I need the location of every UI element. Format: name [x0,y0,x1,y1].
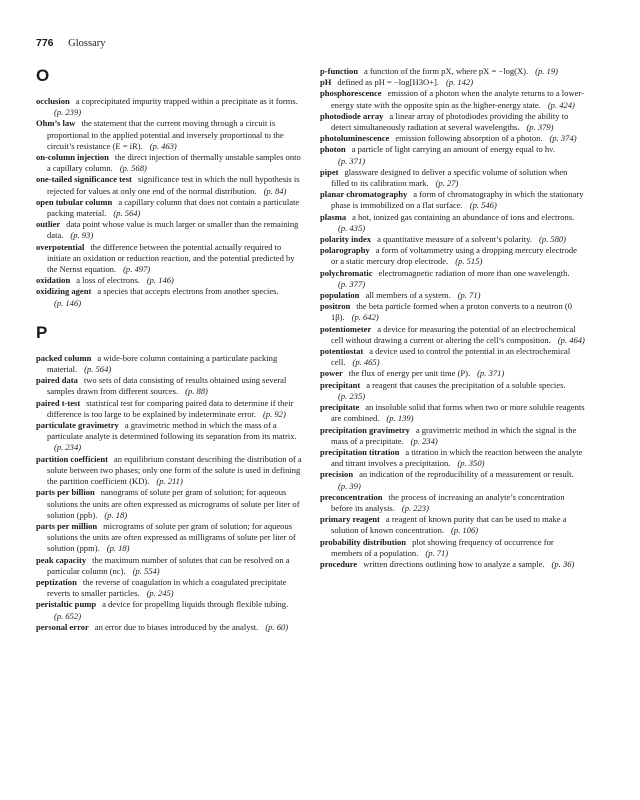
glossary-term: precipitate [320,402,360,413]
glossary-term: peristaltic pump [36,599,97,610]
glossary-term: particulate gravimetry [36,420,119,431]
glossary-entry [320,290,586,301]
running-title: Glossary [68,38,106,49]
page-reference: (p. 60) [265,621,289,632]
page-reference: (p. 497) [123,264,151,275]
page-reference: (p. 239) [54,107,82,118]
glossary-term: oxidation [36,275,71,286]
glossary-definition: a device for propelling liquids through flexible tubing. [102,599,289,610]
glossary-definition: significance test in which the null hypothesis is rejected for values at only one end of the normal distribution. [47,174,300,196]
glossary-definition: a loss of electrons. [76,275,140,286]
glossary-term: overpotential [36,241,85,252]
glossary-term: potentiostat [320,346,364,357]
glossary-term: planar chromatography [320,189,408,200]
glossary-definition: a hot, ionized gas containing an abundance of ions and electrons. [352,211,575,222]
page-reference: (p. 142) [445,77,474,88]
glossary-term: polarity index [320,234,372,245]
page-reference: (p. 580) [538,234,567,245]
section-letter-o: O [36,66,50,85]
glossary-entry [320,346,586,368]
glossary-entry [320,537,586,559]
glossary-term: occlusion [36,96,70,106]
glossary-entry [320,301,586,323]
glossary-definition: written directions outlining how to analyze a sample. [363,558,545,569]
glossary-entry [320,167,586,189]
glossary-definition: a device used to control the potential in an electrochemical cell. [331,346,571,368]
glossary-definition: two sets of data consisting of results obtained using several samples drawn from different sources. [47,375,287,397]
glossary-entry [36,577,302,599]
page-header [36,37,106,49]
glossary-term: personal error [36,621,89,632]
glossary-term: peptization [36,576,77,587]
glossary-entry [36,599,302,621]
glossary-term: precipitation titration [320,446,400,457]
page-reference: (p. 234) [54,442,82,453]
glossary-definition: the reverse of coagulation in which a coagulated precipitate reverts to smaller particles. [47,576,287,599]
glossary-term: procedure [320,558,358,569]
page-reference: (p. 235) [338,390,366,401]
page-reference: (p. 564) [84,364,112,375]
glossary-term: oxidizing agent [36,286,92,297]
glossary-term: outlier [36,219,61,230]
page-reference: (p. 379) [526,122,554,133]
page-reference: (p. 350) [457,458,485,469]
glossary-term: plasma [320,211,347,222]
glossary-definition: a particle of light carrying an amount of energy equal to hν. [351,144,556,155]
glossary-term: pH [320,77,332,88]
glossary-entry [36,487,302,521]
glossary-entry [320,559,586,570]
page-reference: (p. 39) [338,480,361,491]
glossary-entry [320,492,586,514]
glossary-term: Ohm’s law [36,118,76,129]
page-reference: (p. 568) [119,163,147,174]
page-reference: (p. 546) [469,200,497,211]
page-reference: (p. 465) [352,357,380,368]
glossary-definition: the flux of energy per unit time (P). [348,368,471,379]
glossary-entry [36,398,302,420]
glossary-entry [36,152,302,174]
glossary-entry [320,368,586,379]
glossary-definition: an equilibrium constant describing the distribution of a solute between two phases; only one form of the solute is used in defining the partition coefficient (KD). [47,453,302,487]
glossary-entry [36,420,302,454]
glossary-entry [320,144,586,166]
glossary-term: paired data [36,375,78,386]
glossary-term: positron [320,301,351,312]
page-reference: (p. 36) [551,558,575,569]
page-reference: (p. 223) [401,502,429,513]
glossary-definition: the difference between the potential actually required to initiate an oxidation or reduction reaction, and the potential predicted by the Nernst equation. [47,241,295,275]
glossary-entry [320,469,586,491]
page-reference: (p. 652) [54,610,82,621]
page-reference: (p. 139) [386,413,414,424]
glossary-entry [36,96,302,118]
glossary-definition: a form of voltammetry using a dropping mercury electrode or a static mercury drop electrode. [331,245,577,267]
page-reference: (p. 92) [263,408,286,419]
glossary-definition: a reagent that causes the precipitation of a soluble species. [366,379,566,390]
glossary-term: population [320,290,360,301]
page-reference: (p. 93) [70,230,94,241]
glossary-definition: a gravimetric method in which the mass of a particulate analyte is determined following its separation from its matrix. [47,420,297,442]
glossary-term: polychromatic [320,267,373,278]
glossary-entry [320,234,586,245]
glossary-entry [36,286,302,308]
glossary-term: precipitant [320,379,361,390]
page-reference: (p. 435) [338,222,366,233]
glossary-entry [36,454,302,488]
glossary-term: preconcentration [320,491,383,502]
glossary-definition: nanograms of solute per gram of solution; for aqueous solutions the units are often expressed as micrograms of solute per liter of solution (ppb). [47,487,300,520]
page-reference: (p. 19) [535,66,558,76]
page-reference: (p. 464) [557,334,585,345]
glossary-entry [320,324,586,346]
glossary-entry [36,521,302,555]
glossary-definition: a form of chromatography in which the stationary phase is immobilized on a flat surface. [331,189,584,211]
glossary-entry [320,133,586,144]
glossary-definition: defined as pH = −log[H3O+]. [337,77,439,88]
page-reference: (p. 463) [149,140,177,151]
section-o-entries [36,96,302,309]
page-reference: (p. 146) [54,297,82,308]
glossary-definition: a linear array of photodiodes providing the ability to detect simultaneously radiation at several wavelengths. [331,110,569,133]
glossary-definition: a capillary column that does not contain a particulate packing material. [47,196,300,219]
glossary-term: primary reagent [320,514,380,525]
glossary-definition: electromagnetic radiation of more than one wavelength. [378,267,570,278]
glossary-definition: a reagent of known purity that can be used to make a solution of known concentration. [331,514,567,536]
glossary-definition: an insoluble solid that forms when two or more soluble reagents are combined. [331,402,585,424]
glossary-term: p-function [320,66,358,76]
glossary-entry [320,380,586,402]
glossary-entry [320,77,586,88]
glossary-term: precision [320,469,354,480]
glossary-entry [320,402,586,424]
section-p-entries-right [320,66,586,570]
glossary-term: paired t-test [36,397,81,408]
glossary-term: pipet [320,166,339,177]
glossary-term: polarography [320,245,370,256]
page-reference: (p. 245) [146,588,174,599]
glossary-definition: a quantitative measure of a solvent’s polarity. [377,234,532,245]
glossary-entry [36,555,302,577]
glossary-entry [36,174,302,196]
page-reference: (p. 18) [104,509,128,520]
page-reference: (p. 234) [410,435,438,446]
glossary-term: on-column injection [36,152,109,163]
glossary-entry [320,425,586,447]
glossary-definition: glassware designed to deliver a specific volume of solution when filled to its calibration mark. [331,166,568,189]
glossary-definition: data point whose value is much larger or smaller than the remaining data. [47,219,299,241]
glossary-definition: a function of the form pX, where pX = −log(X). [364,66,529,76]
glossary-definition: all members of a system. [365,290,451,301]
glossary-term: parts per billion [36,487,95,498]
glossary-definition: a device for measuring the potential of an electrochemical cell without drawing a current or altering the cell’s composition. [331,323,576,345]
glossary-term: packed column [36,352,92,363]
glossary-definition: an indication of the reproducibility of a measurement or result. [359,469,574,480]
left-column [36,66,302,633]
page-reference: (p. 564) [113,208,141,219]
page-number: 776 [36,37,54,49]
page-reference: (p. 18) [106,543,130,554]
page-reference: (p. 84) [263,185,287,196]
glossary-entry [320,66,586,77]
glossary-entry [320,268,586,290]
glossary-definition: the process of increasing an analyte’s concentration before its analysis. [331,491,565,513]
glossary-definition: statistical test for comparing paired data to determine if their difference is too large to be explained by indeterminate error. [47,397,294,419]
page-reference: (p. 371) [338,155,366,166]
glossary-entry [36,275,302,286]
page-reference: (p. 371) [477,368,505,379]
glossary-entry [320,212,586,234]
glossary-entry [36,118,302,152]
glossary-entry [320,245,586,267]
page-reference: (p. 146) [146,275,174,286]
page-reference: (p. 377) [338,278,366,289]
glossary-term: photoluminescence [320,133,390,144]
glossary-definition: the maximum number of solutes that can be resolved on a particular column (nc). [47,554,290,576]
page-reference: (p. 88) [185,386,208,397]
section-p-entries-left [36,353,302,633]
glossary-definition: an error due to biases introduced by the analyst. [94,621,259,632]
glossary-definition: a wide-bore column containing a particulate packing material. [47,352,278,375]
glossary-entry [36,353,302,375]
glossary-term: potentiometer [320,323,372,334]
page-reference: (p. 554) [132,565,160,576]
glossary-entry [320,88,586,110]
glossary-term: parts per million [36,520,98,531]
page-reference: (p. 211) [156,476,183,487]
glossary-entry [36,219,302,241]
glossary-term: photon [320,144,346,155]
right-column [320,66,586,570]
glossary-definition: emission following absorption of a photon. [395,133,543,144]
glossary-entry [320,111,586,133]
glossary-term: phosphorescence [320,88,382,99]
glossary-entry [36,197,302,219]
glossary-term: precipitation gravimetry [320,424,410,435]
glossary-definition: the beta particle formed when a proton converts to a neutron (0 1β). [331,301,572,323]
page-reference: (p. 424) [547,99,575,110]
glossary-term: power [320,368,343,379]
glossary-definition: a titration in which the reaction between the analyte and titrant involves a precipitation. [331,446,583,469]
page-reference: (p. 71) [425,547,449,558]
glossary-definition: micrograms of solute per gram of solution; for aqueous solutions the units are often expressed as milligrams of solute per liter of solution (ppm). [47,520,296,554]
glossary-entry [36,622,302,633]
glossary-definition: the statement that the current moving through a circuit is proportional to the applied potential and inversely proportional to the circuit’s resistance (E = iR). [47,118,284,151]
glossary-term: open tubular column [36,196,113,207]
glossary-definition: a coprecipitated impurity trapped within a precipitate as it forms. [75,96,298,106]
glossary-definition: emission of a photon when the analyte returns to a lower-energy state with the opposite spin as the higher-energy state. [331,88,584,110]
page-reference: (p. 106) [451,525,479,536]
glossary-definition: a gravimetric method in which the signal is the mass of a precipitate. [331,424,577,446]
glossary-entry [36,242,302,276]
glossary-term: one-tailed significance test [36,174,132,185]
glossary-term: probability distribution [320,536,407,547]
glossary-entry [320,514,586,536]
glossary-definition: a species that accepts electrons from another species. [97,286,279,297]
page-reference: (p. 71) [457,290,481,301]
glossary-term: peak capacity [36,554,87,565]
page-reference: (p. 27) [435,178,459,189]
glossary-term: partition coefficient [36,453,108,464]
glossary-definition: plot showing frequency of occurrence for members of a population. [331,536,554,558]
page-reference: (p. 642) [351,312,379,323]
glossary-entry [320,447,586,469]
page-reference: (p. 374) [549,133,577,144]
glossary-entry [320,189,586,211]
glossary-definition: the direct injection of thermally unstable samples onto a capillary column. [47,152,301,174]
glossary-term: photodiode array [320,110,384,121]
section-letter-p: P [36,322,48,342]
page-reference: (p. 515) [455,256,483,267]
glossary-entry [36,375,302,397]
